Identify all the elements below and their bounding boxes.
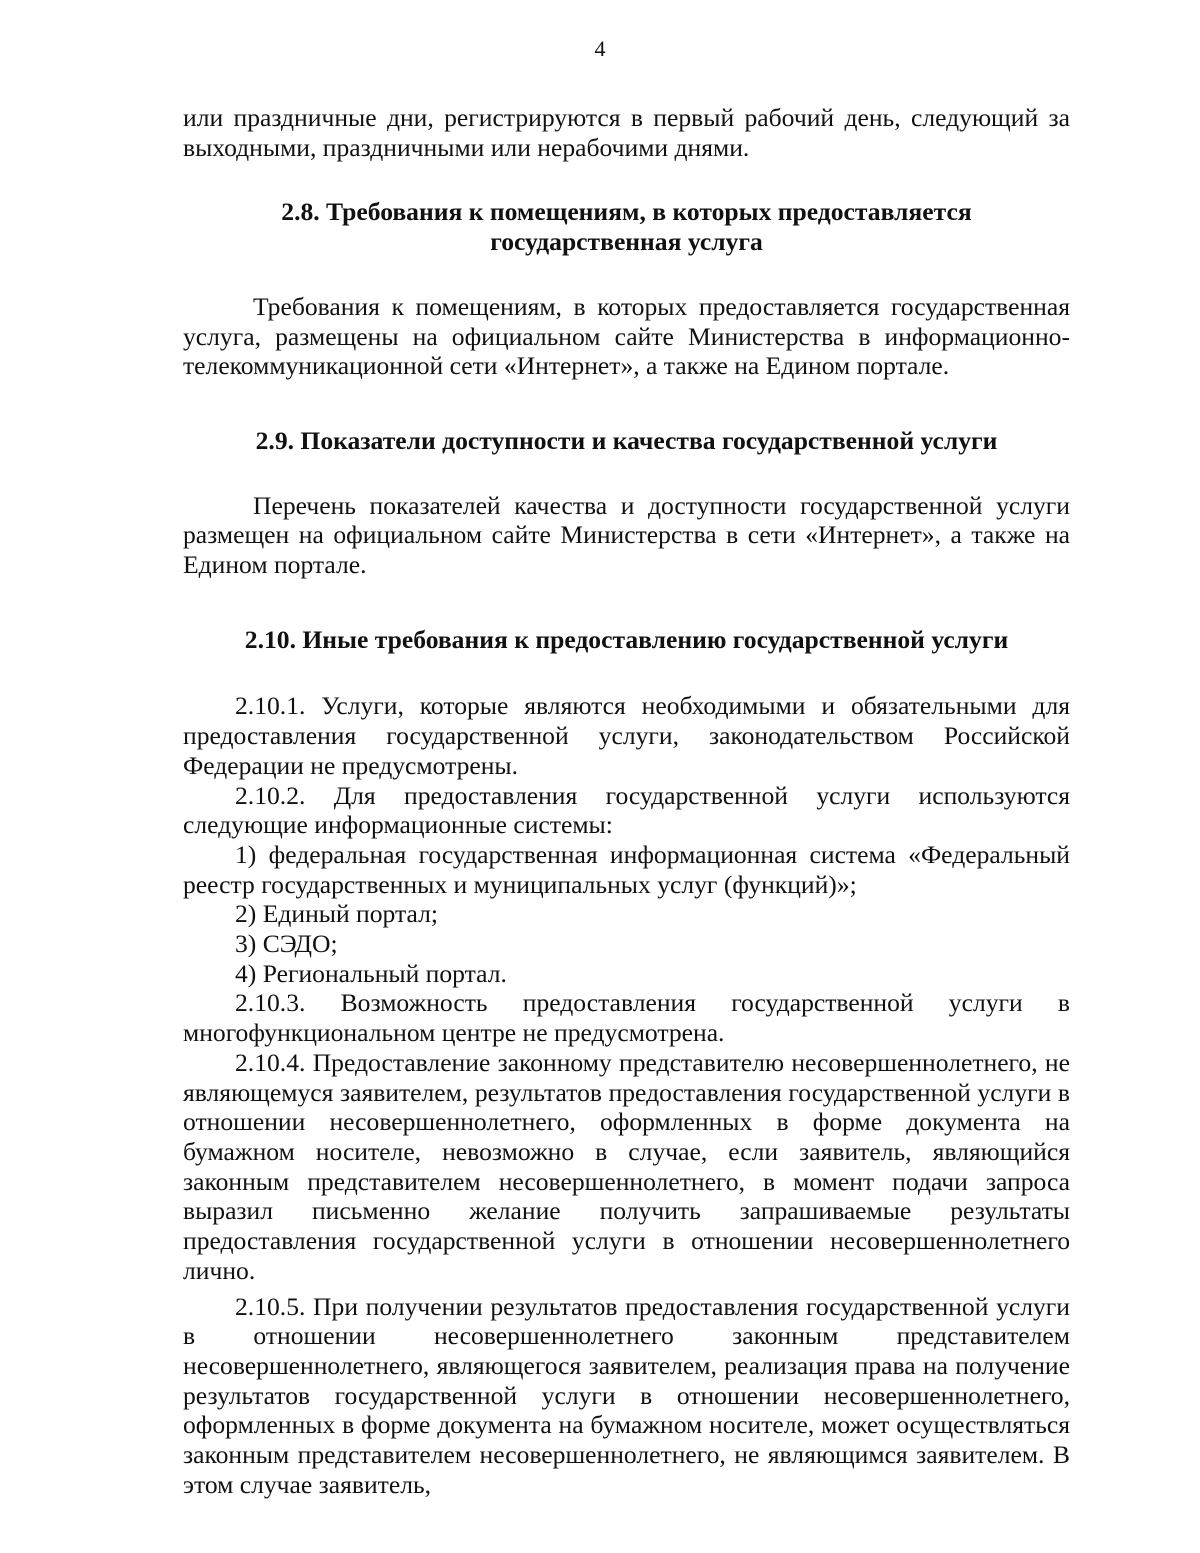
section-2-9-heading: 2.9. Показатели доступности и качества государственной услуги — [255, 425, 998, 455]
paragraph-2-10-1: 2.10.1. Услуги, которые являются необходимыми и обязательными для предоставления государственной услуги, законодательством Российской Федерации не предусмотрены. — [183, 691, 1070, 780]
paragraph-2-10-4: 2.10.4. Предоставление законному представителю несовершеннолетнего, не являющемуся заявителем, результатов предоставления государственной услуги в отношении несовершеннолетнего, оформленных в форме документа на бумажном носителе, невозможно в случае, если заявитель, являющийся законным представителем несовершеннолетнего, в момент подачи запроса выразил письменно желание получить запрашиваемые результаты предоставления государственной услуги в отношении несовершеннолетнего лично. — [183, 1047, 1070, 1285]
section-2-8-heading-line1: 2.8. Требования к помещениям, в которых предоставляется — [281, 197, 972, 227]
section-2-10-heading: 2.10. Иные требования к предоставлению государственной услуги — [244, 624, 1009, 654]
paragraph-2-10-3: 2.10.3. Возможность предоставления государственной услуги в многофункциональном центре не предусмотрена. — [183, 988, 1070, 1048]
section-2-9-paragraph: Перечень показателей качества и доступности государственной услуги размещен на официальном сайте Министерства в сети «Интернет», а также на Едином портале. — [183, 490, 1070, 580]
continuation-paragraph: или праздничные дни, регистрируются в первый рабочий день, следующий за выходными, праздничными или нерабочими днями. — [183, 103, 1070, 162]
page-number: 4 — [594, 36, 606, 61]
section-2-8-paragraph: Требования к помещениям, в которых предоставляется государственная услуга, размещены на официальном сайте Министерства в информационно-телекоммуникационной сети «Интернет», а также на Едином портале. — [183, 291, 1070, 381]
list-item-2: 2) Единый портал; — [235, 899, 438, 929]
list-item-1: 1) федеральная государственная информационная система «Федеральный реестр государственных и муниципальных услуг (функций)»; — [183, 839, 1070, 899]
section-2-8-heading-line2: государственная услуга — [490, 227, 763, 257]
paragraph-2-10-2: 2.10.2. Для предоставления государственной услуги используются следующие информационные системы: — [183, 780, 1070, 840]
list-item-4: 4) Региональный портал. — [235, 958, 507, 988]
list-item-3: 3) СЭДО; — [235, 929, 338, 959]
paragraph-2-10-5: 2.10.5. При получении результатов предоставления государственной услуги в отношении несовершеннолетнего законным представителем несовершеннолетнего, являющегося заявителем, реализация права на получение результатов государственной услуги в отношении несовершеннолетнего, оформленных в форме документа на бумажном носителе, может осуществляться законным представителем несовершеннолетнего, не являющимся заявителем. В этом случае заявитель, — [183, 1291, 1070, 1499]
section-2-8-heading — [183, 197, 1070, 256]
document-body — [183, 103, 1070, 1499]
